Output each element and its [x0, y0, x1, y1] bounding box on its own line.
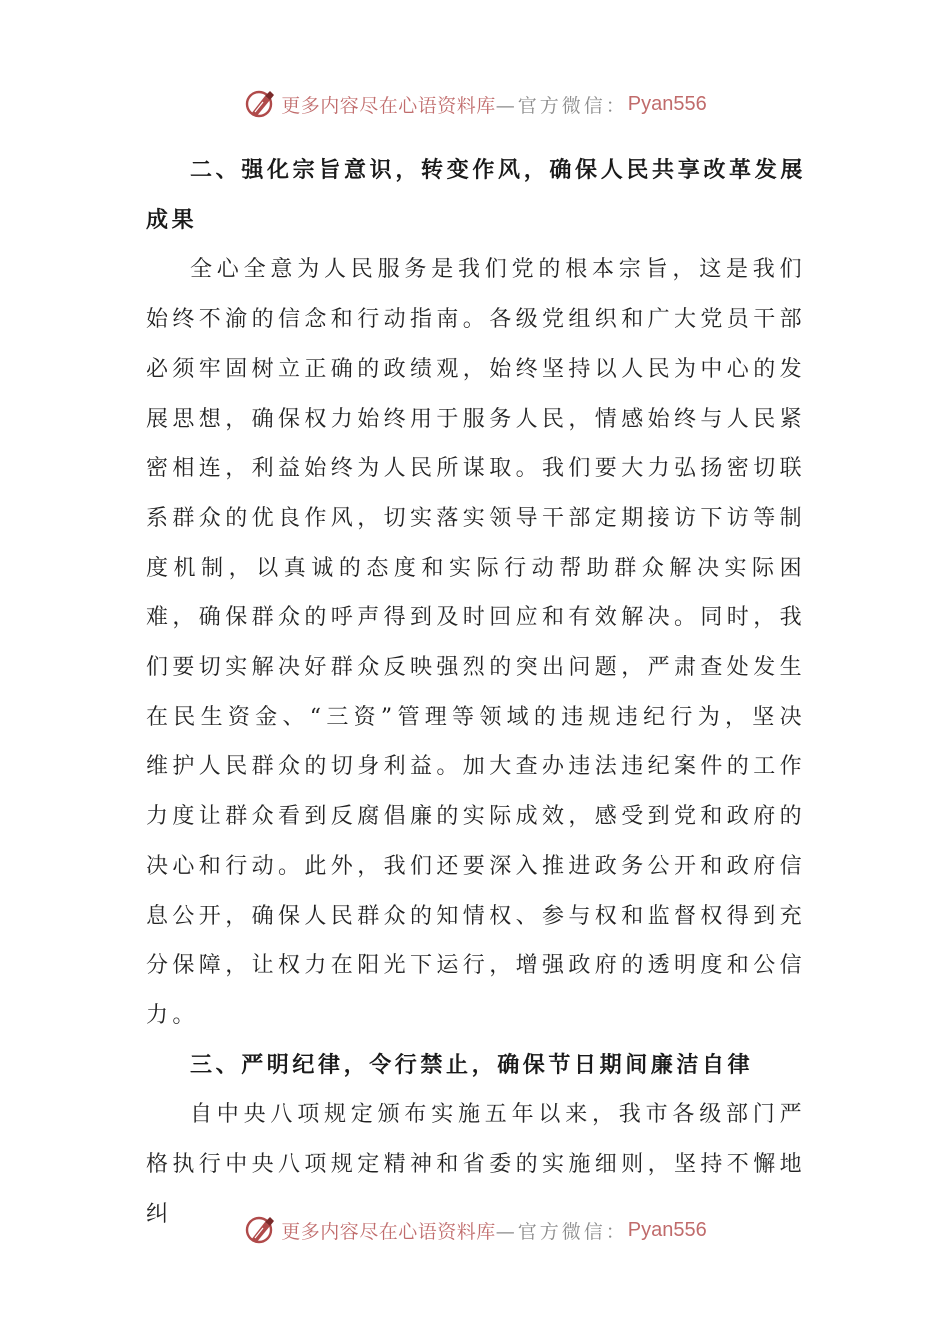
section-heading-2: 二、强化宗旨意识，转变作风，确保人民共享改革发展成果	[146, 158, 806, 233]
pen-nib-icon	[243, 1213, 277, 1247]
header-banner	[0, 82, 950, 126]
banner-wechat-label: —官方微信：	[495, 94, 628, 117]
document-body	[146, 146, 806, 1239]
pen-nib-icon	[243, 87, 277, 121]
banner-wechat-id: Pyan556	[627, 92, 707, 115]
section-heading-3: 三、严明纪律，令行禁止，确保节日期间廉洁自律	[190, 1052, 754, 1078]
banner-wechat-id: Pyan556	[627, 1218, 707, 1241]
section-paragraph-2: 全心全意为人民服务是我们党的根本宗旨，这是我们始终不渝的信念和行动指南。各级党组织和广大党员干部必须牢固树立正确的政绩观，始终坚持以人民为中心的发展思想，确保权力始终用于服务人民，情感始终与人民紧密相连，利益始终为人民所谋取。我们要大力弘扬密切联系群众的优良作风，切实落实领导干部定期接访下访等制度机制，以真诚的态度和实际行动帮助群众解决实际困难，确保群众的呼声得到及时回应和有效解决。同时，我们要切实解决好群众反映强烈的突出问题，严肃查处发生在民生资金、“三资”管理等领域的违规违纪行为，坚决维护人民群众的切身利益。加大查办违法违纪案件的工作力度让群众看到反腐倡廉的实际成效，感受到党和政府的决心和行动。此外，我们还要深入推进政务公开和政府信息公开，确保人民群众的知情权、参与权和监督权得到充分保障，让权力在阳光下运行，增强政府的透明度和公信力。	[146, 257, 807, 1028]
footer-banner	[0, 1208, 950, 1252]
banner-site-text: 更多内容尽在心语资料库	[281, 94, 496, 117]
banner-site-text: 更多内容尽在心语资料库	[281, 1220, 496, 1243]
banner-wechat-label: —官方微信：	[495, 1220, 628, 1243]
section-paragraph-3: 自中央八项规定颁布实施五年以来，我市各级部门严格执行中央八项规定精神和省委的实施细则，坚持不懈地纠	[146, 1102, 807, 1227]
